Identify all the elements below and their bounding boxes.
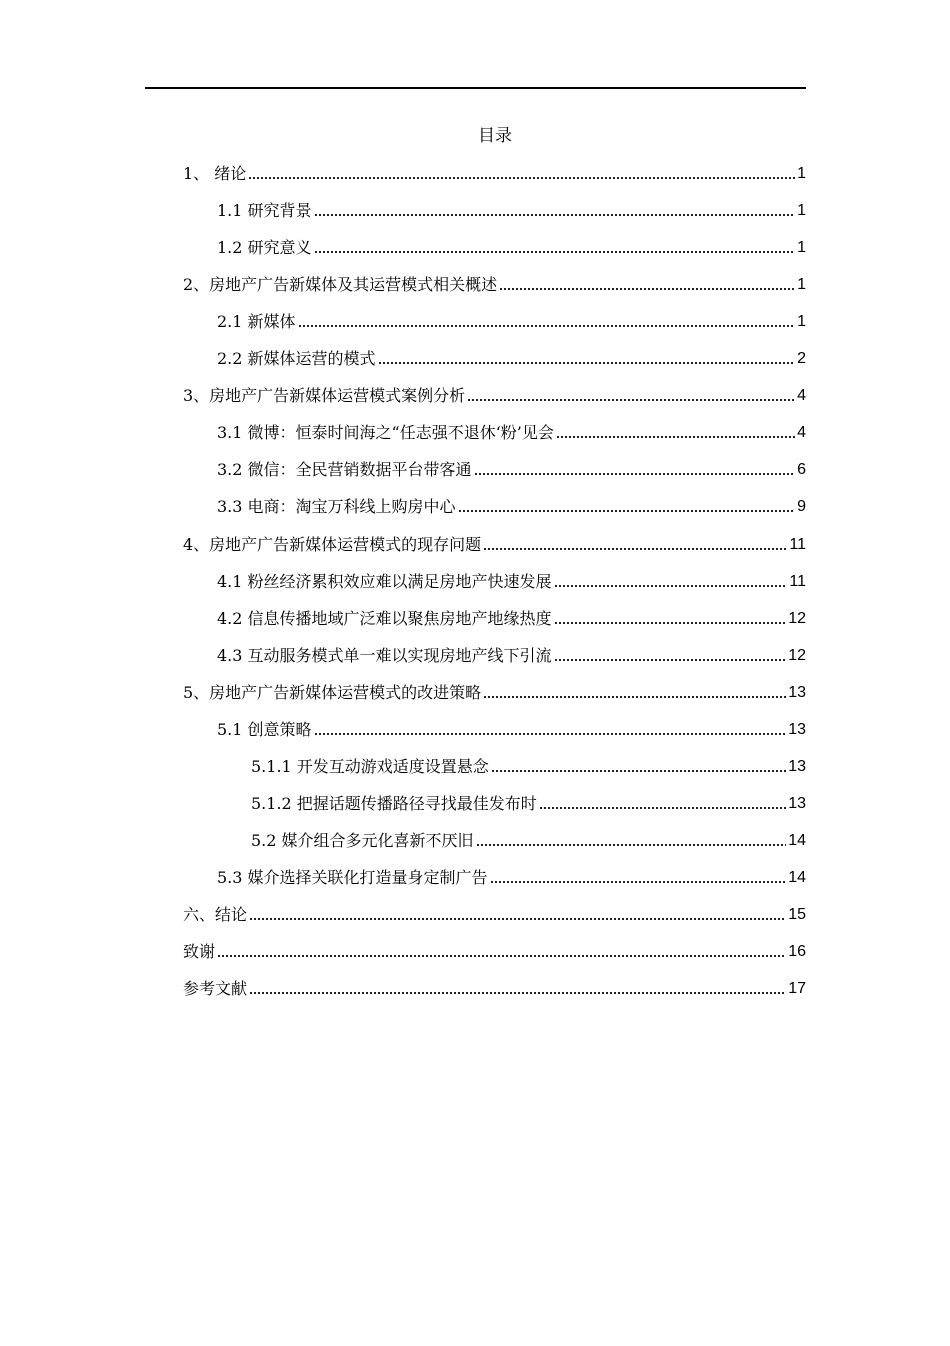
toc-entry[interactable] xyxy=(217,491,806,519)
toc-dot-leader xyxy=(298,322,796,328)
toc-dot-leader xyxy=(483,693,786,699)
toc-entry-title: 1.1 研究背景 xyxy=(217,201,312,220)
toc-dot-leader xyxy=(314,211,796,217)
toc-entry-title: 致谢 xyxy=(183,942,216,961)
toc-page-number: 13 xyxy=(788,758,806,775)
toc-page-number: 12 xyxy=(788,647,806,664)
toc-page-number: 15 xyxy=(788,906,806,923)
toc-page-number: 9 xyxy=(797,498,806,515)
toc-entry-title: 5.1.1 开发互动游戏适度设置悬念 xyxy=(251,757,489,776)
header-rule xyxy=(145,87,806,89)
toc-entry-title: 2.1 新媒体 xyxy=(217,312,296,331)
toc-entry-title: 5.1.2 把握话题传播路径寻找最佳发布时 xyxy=(251,794,537,813)
toc-entry-title: 5.3 媒介选择关联化打造量身定制广告 xyxy=(217,868,488,887)
toc-page-number: 12 xyxy=(788,610,806,627)
toc-dot-leader xyxy=(554,619,787,625)
toc-entry-title: 5、房地产广告新媒体运营模式的改进策略 xyxy=(183,683,482,702)
toc-entry-title: 参考文献 xyxy=(183,979,248,998)
toc-dot-leader xyxy=(249,989,786,995)
toc-entry-title: 4.1 粉丝经济累积效应难以满足房地产快速发展 xyxy=(217,572,552,591)
toc-entry[interactable] xyxy=(183,529,806,557)
toc-dot-leader xyxy=(458,507,796,513)
toc-entry[interactable] xyxy=(183,677,806,705)
toc-entry[interactable] xyxy=(183,158,806,186)
toc-page-number: 11 xyxy=(789,573,806,590)
toc-entry[interactable] xyxy=(217,417,806,445)
toc-entry[interactable] xyxy=(251,825,806,853)
toc-entry-title: 六、结论 xyxy=(183,905,248,924)
toc-entry-title: 4、房地产广告新媒体运营模式的现存问题 xyxy=(183,535,482,554)
toc-dot-leader xyxy=(378,359,796,365)
toc-dot-leader xyxy=(476,841,787,847)
toc-dot-leader xyxy=(554,582,788,588)
toc-entry[interactable] xyxy=(183,380,806,408)
toc-page-number: 1 xyxy=(797,276,806,293)
toc-entry[interactable] xyxy=(217,603,806,631)
toc-entry[interactable] xyxy=(217,306,806,334)
toc-dot-leader xyxy=(249,915,786,921)
toc-entry[interactable] xyxy=(217,195,806,223)
toc-page-number: 17 xyxy=(788,980,806,997)
toc-page-number: 11 xyxy=(789,536,806,553)
toc-entry-title: 4.2 信息传播地域广泛难以聚焦房地产地缘热度 xyxy=(217,609,552,628)
toc-dot-leader xyxy=(467,396,795,402)
toc-entry-title: 3.3 电商：淘宝万科线上购房中心 xyxy=(217,497,456,516)
toc-dot-leader xyxy=(554,656,787,662)
toc-page-number: 1 xyxy=(797,202,806,219)
toc-page-number: 14 xyxy=(788,832,806,849)
toc-page-number: 2 xyxy=(797,350,806,367)
toc-entry[interactable] xyxy=(183,973,806,1001)
toc-entry[interactable] xyxy=(251,788,806,816)
toc-entry-title: 1、 绪论 xyxy=(183,164,247,183)
toc-entry[interactable] xyxy=(183,936,806,964)
toc-dot-leader xyxy=(539,804,786,810)
toc-page-number: 1 xyxy=(797,165,806,182)
toc-entry-title: 3.2 微信：全民营销数据平台带客通 xyxy=(217,460,472,479)
toc-page-number: 16 xyxy=(788,943,806,960)
toc-entry[interactable] xyxy=(183,269,806,297)
toc-dot-leader xyxy=(314,730,787,736)
toc-page-number: 6 xyxy=(797,461,806,478)
toc-entry[interactable] xyxy=(217,862,806,890)
toc-entry[interactable] xyxy=(217,232,806,260)
toc-entry-title: 3、房地产广告新媒体运营模式案例分析 xyxy=(183,386,466,405)
toc-dot-leader xyxy=(483,545,787,551)
toc-dot-leader xyxy=(474,470,796,476)
toc-dot-leader xyxy=(314,248,796,254)
toc-entry[interactable] xyxy=(251,751,806,779)
toc-entry[interactable] xyxy=(183,899,806,927)
toc-entry-title: 2.2 新媒体运营的模式 xyxy=(217,349,376,368)
toc-entry[interactable] xyxy=(217,566,806,594)
toc-page-number: 13 xyxy=(788,721,806,738)
toc-dot-leader xyxy=(217,952,786,958)
toc-page-number: 4 xyxy=(797,424,806,441)
toc-page-number: 13 xyxy=(788,795,806,812)
toc-page-number: 4 xyxy=(797,387,806,404)
toc-entry[interactable] xyxy=(217,454,806,482)
toc-page-number: 1 xyxy=(797,239,806,256)
toc-page-number: 1 xyxy=(797,313,806,330)
toc-entry-title: 5.1 创意策略 xyxy=(217,720,312,739)
toc-entry-title: 5.2 媒介组合多元化喜新不厌旧 xyxy=(251,831,474,850)
toc-entry-title: 1.2 研究意义 xyxy=(217,238,312,257)
toc-entry-title: 4.3 互动服务模式单一难以实现房地产线下引流 xyxy=(217,646,552,665)
toc-entry-title: 2、房地产广告新媒体及其运营模式相关概述 xyxy=(183,275,498,294)
toc-dot-leader xyxy=(556,433,795,439)
toc-entry-title: 3.1 微博：恒泰时间海之“任志强不退休‘粉’见会 xyxy=(217,423,554,442)
toc-entry[interactable] xyxy=(217,640,806,668)
toc-page-number: 14 xyxy=(788,869,806,886)
toc-title: 目录 xyxy=(478,126,512,146)
toc-page-number: 13 xyxy=(788,684,806,701)
toc-dot-leader xyxy=(490,878,787,884)
toc-dot-leader xyxy=(248,174,795,180)
toc-dot-leader xyxy=(499,285,795,291)
toc-dot-leader xyxy=(491,767,786,773)
toc-entry[interactable] xyxy=(217,343,806,371)
toc-entry[interactable] xyxy=(217,714,806,742)
